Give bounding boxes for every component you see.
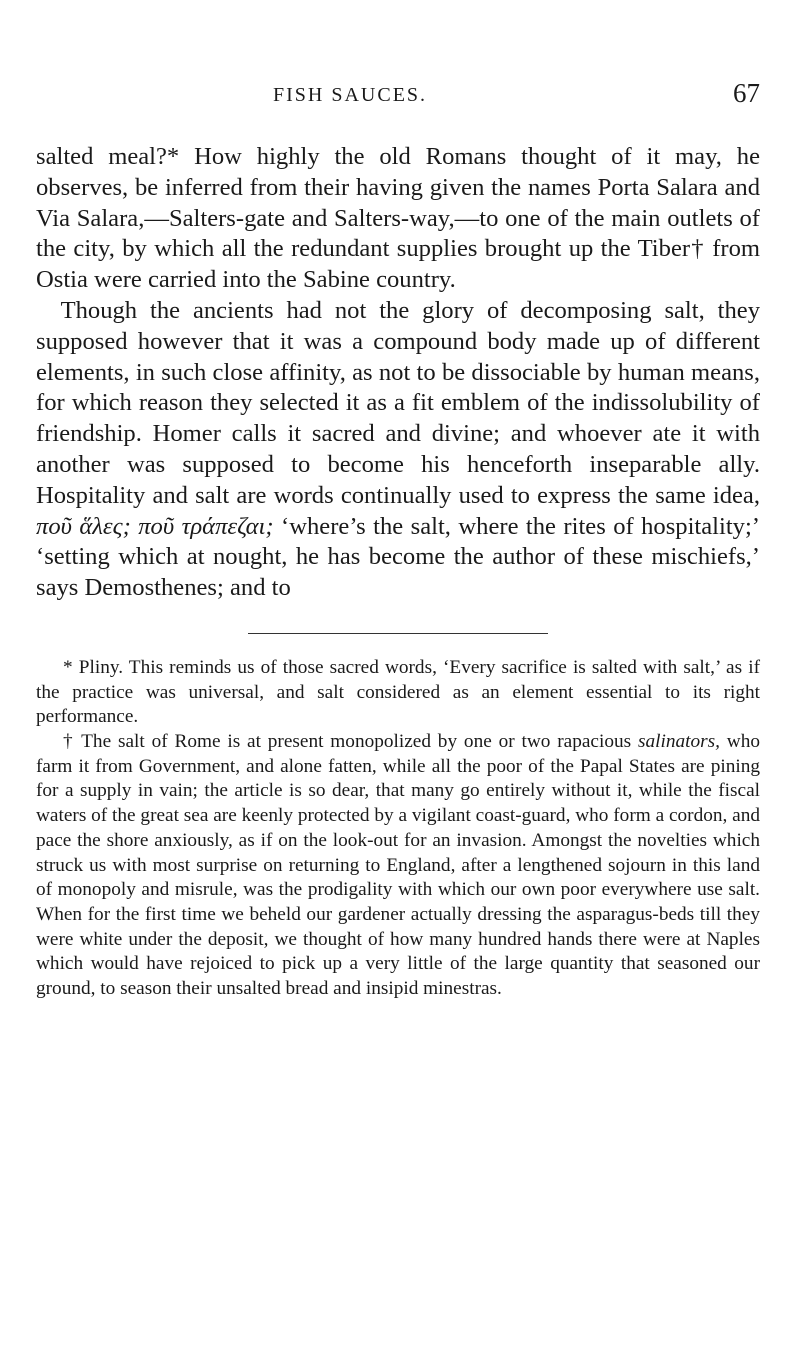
running-head <box>36 76 760 110</box>
greek-quotation: ποῦ ἅλες; ποῦ τράπεζαι; <box>36 512 274 540</box>
footnotes <box>36 656 760 1002</box>
footnote-divider <box>248 633 548 634</box>
paragraph-2 <box>36 296 760 604</box>
paragraph-2-text: Though the ancients had not the glory of decomposing salt, they supposed however that it was a compound body made up of different elements, in such close affinity, as not to be dissociable by human means, for which reason they selected it as a fit emblem of the indissolubility of friendship. Homer calls it sacred and divine; and whoever ate it with another was supposed to become his henceforth inseparable ally. Hospitality and salt are words continually used to express the same idea, <box>36 296 760 509</box>
footnote-2 <box>36 730 760 1002</box>
running-title: FISH SAUCES. <box>273 84 428 106</box>
footnote-1: * Pliny. This reminds us of those sacred words, ‘Every sacrifice is salted with salt,’ as if the practice was universal, and salt considered as an element essential to its right performance. <box>36 656 760 728</box>
paragraph-1: salted meal?* How highly the old Romans thought of it may, he observes, be inferred from their having given the names Porta Salara and Via Salara,—Salters-gate and Salters-way,—to one of the main outlets of the city, by which all the redundant supplies brought up the Tiber† from Ostia were carried into the Sabine country. <box>36 143 760 294</box>
paragraph-2-continuation: ‘where’s the salt, where the rites of hospitality;’ ‘setting which at nought, he has become the author of these mischiefs,’ says Demosthenes; and to <box>36 512 760 602</box>
footnote-2-emphasis: salinators, <box>637 731 720 753</box>
book-page <box>36 76 760 1002</box>
page-number: 67 <box>733 78 760 108</box>
footnote-2-text: † The salt of Rome is at present monopolized by one or two rapacious <box>63 731 632 753</box>
footnote-2-continuation: who farm it from Government, and alone fatten, while all the poor of the Papal States are pining for a supply in vain; the article is so dear, that many go entirely without it, while the fiscal waters of the great sea are keenly protected by a vigilant coast-guard, who form a cordon, and pace the shore anxiously, as if on the look-out for an invasion. Amongst the novelties which struck us with most surprise on returning to England, after a lengthened sojourn in this land of monopoly and misrule, was the prodigality with which our own poor everywhere use salt. When for the first time we beheld our gardener actually dressing the asparagus-beds till they were white under the deposit, we thought of how many hundred hands there were at Naples which would have rejoiced to pick up a very little of the large quantity that seasoned our ground, to season their unsalted bread and insipid minestras. <box>36 731 760 1000</box>
main-text <box>36 142 760 604</box>
